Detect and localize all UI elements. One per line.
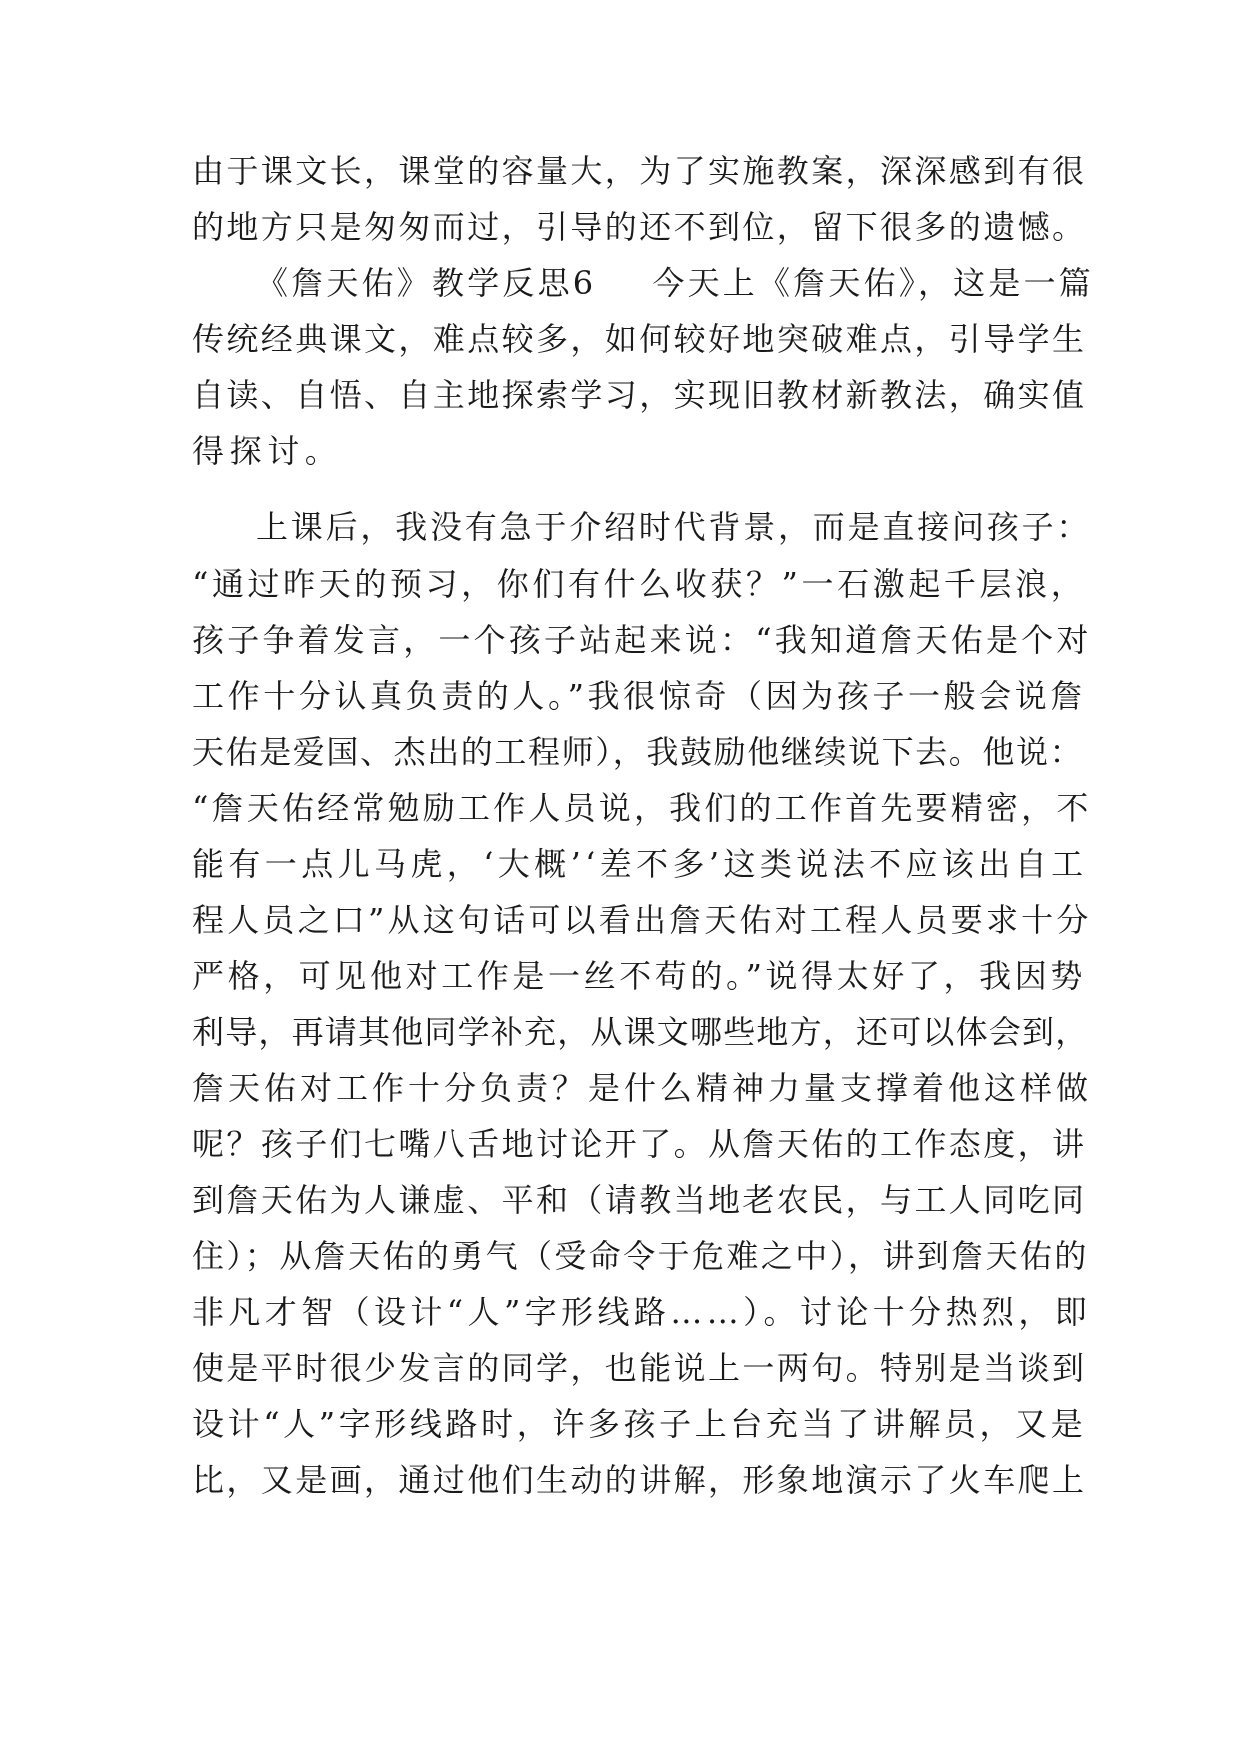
text-line: 得探讨。 bbox=[192, 432, 343, 470]
text-line: 詹天佑对工作十分负责？是什么精神力量支撑着他这样做 bbox=[192, 1069, 1093, 1107]
text-line: 严格，可见他对工作是一丝不苟的。”说得太好了，我因势 bbox=[192, 957, 1086, 995]
text-line: 能有一点儿马虎，‘大概’‘差不多’这类说法不应该出自工 bbox=[192, 845, 1088, 883]
text-line: 利导，再请其他同学补充，从课文哪些地方，还可以体会到， bbox=[192, 1013, 1089, 1051]
text-line: 比，又是画，通过他们生动的讲解，形象地演示了火车爬上 bbox=[192, 1461, 1087, 1499]
text-line: 自读、自悟、自主地探索学习，实现旧教材新教法，确实值 bbox=[192, 376, 1087, 414]
text-line bbox=[256, 255, 1096, 311]
text-line: 由于课文长，课堂的容量大，为了实施教案，深深感到有很 bbox=[192, 152, 1087, 190]
text-line: 今天上《詹天佑》，这是一篇 bbox=[652, 264, 1094, 302]
text-line: 呢？孩子们七嘴八舌地讨论开了。从詹天佑的工作态度，讲 bbox=[192, 1125, 1087, 1163]
text-line: 的地方只是匆匆而过，引导的还不到位，留下很多的遗憾。 bbox=[192, 208, 1087, 246]
text-line: 设计“人”字形线路时，许多孩子上台充当了讲解员，又是 bbox=[192, 1405, 1087, 1443]
text-line: 工作十分认真负责的人。”我很惊奇（因为孩子一般会说詹 bbox=[192, 677, 1086, 715]
text-line: “通过昨天的预习，你们有什么收获？”一石激起千层浪， bbox=[192, 565, 1087, 603]
text-line: 上课后，我没有急于介绍时代背景，而是直接问孩子： bbox=[256, 508, 1092, 546]
text-line: 住）；从詹天佑的勇气（受命令于危难之中），讲到詹天佑的 bbox=[192, 1237, 1089, 1275]
section-heading: 《詹天佑》教学反思6 bbox=[256, 264, 597, 302]
text-line: 使是平时很少发言的同学，也能说上一两句。特别是当谈到 bbox=[192, 1349, 1087, 1387]
text-line: 到詹天佑为人谦虚、平和（请教当地老农民，与工人同吃同 bbox=[192, 1181, 1087, 1219]
text-line: 传统经典课文，难点较多，如何较好地突破难点，引导学生 bbox=[192, 320, 1087, 358]
text-line: 程人员之口”从这句话可以看出詹天佑对工程人员要求十分 bbox=[192, 901, 1092, 939]
text-line: 天佑是爱国、杰出的工程师），我鼓励他继续说下去。他说： bbox=[192, 733, 1084, 771]
text-line: 非凡才智（设计“人”字形线路……）。讨论十分热烈，即 bbox=[192, 1293, 1092, 1331]
text-line: 孩子争着发言，一个孩子站起来说：“我知道詹天佑是个对 bbox=[192, 621, 1092, 659]
text-line: “詹天佑经常勉励工作人员说，我们的工作首先要精密，不 bbox=[192, 789, 1092, 827]
